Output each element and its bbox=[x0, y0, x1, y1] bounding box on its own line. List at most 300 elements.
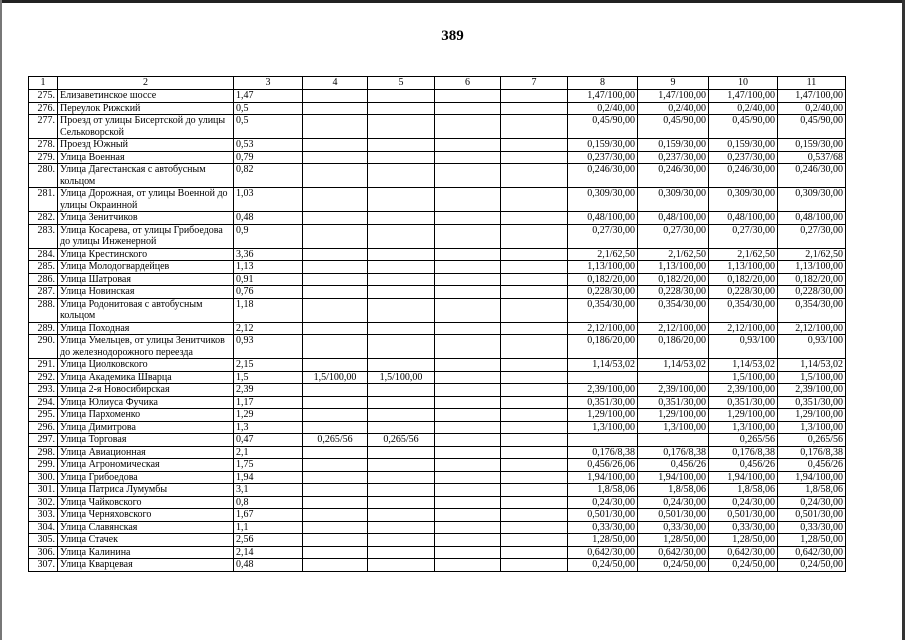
street-name: Улица Авиационная bbox=[58, 446, 234, 459]
col8-value: 0,501/30,00 bbox=[568, 509, 638, 522]
street-name: Улица Косарева, от улицы Грибоедова до улицы Инженерной bbox=[58, 224, 234, 248]
table-row bbox=[29, 286, 846, 299]
table-row bbox=[29, 459, 846, 472]
col10-value: 0,2/40,00 bbox=[709, 102, 778, 115]
row-number: 278. bbox=[29, 139, 58, 152]
col4-value bbox=[303, 322, 368, 335]
col10-value: 0,24/30,00 bbox=[709, 496, 778, 509]
col11-value: 1,5/100,00 bbox=[778, 371, 846, 384]
col7-value bbox=[501, 384, 568, 397]
col10-value: 0,24/50,00 bbox=[709, 559, 778, 572]
col5-value bbox=[368, 471, 435, 484]
col7-value bbox=[501, 546, 568, 559]
street-name: Улица Новинская bbox=[58, 286, 234, 299]
col11-value: 0,182/20,00 bbox=[778, 273, 846, 286]
col6-value bbox=[435, 371, 501, 384]
col7-value bbox=[501, 298, 568, 322]
table-row bbox=[29, 90, 846, 103]
col6-value bbox=[435, 164, 501, 188]
col11-value: 0,27/30,00 bbox=[778, 224, 846, 248]
col7-value bbox=[501, 496, 568, 509]
col9-value: 0,24/50,00 bbox=[638, 559, 709, 572]
column-header: 4 bbox=[303, 77, 368, 90]
col4-value bbox=[303, 139, 368, 152]
row-number: 284. bbox=[29, 248, 58, 261]
length-value: 0,76 bbox=[234, 286, 303, 299]
table-row bbox=[29, 212, 846, 225]
street-name: Улица Агрономическая bbox=[58, 459, 234, 472]
col5-value bbox=[368, 90, 435, 103]
col6-value bbox=[435, 496, 501, 509]
column-header: 7 bbox=[501, 77, 568, 90]
col9-value: 0,48/100,00 bbox=[638, 212, 709, 225]
length-value: 0,93 bbox=[234, 335, 303, 359]
col9-value: 0,354/30,00 bbox=[638, 298, 709, 322]
col7-value bbox=[501, 534, 568, 547]
length-value: 0,9 bbox=[234, 224, 303, 248]
col8-value: 0,237/30,00 bbox=[568, 151, 638, 164]
col5-value bbox=[368, 139, 435, 152]
row-number: 289. bbox=[29, 322, 58, 335]
length-value: 1,1 bbox=[234, 521, 303, 534]
col9-value: 0,27/30,00 bbox=[638, 224, 709, 248]
col11-value: 0,537/68 bbox=[778, 151, 846, 164]
street-name: Переулок Рижский bbox=[58, 102, 234, 115]
street-name: Улица Военная bbox=[58, 151, 234, 164]
table-row bbox=[29, 484, 846, 497]
col8-value: 0,228/30,00 bbox=[568, 286, 638, 299]
row-number: 279. bbox=[29, 151, 58, 164]
col11-value: 1,28/50,00 bbox=[778, 534, 846, 547]
street-name: Улица Молодогвардейцев bbox=[58, 261, 234, 274]
scan-edge-top bbox=[0, 0, 905, 3]
col6-value bbox=[435, 261, 501, 274]
col6-value bbox=[435, 434, 501, 447]
col6-value bbox=[435, 102, 501, 115]
col9-value: 0,237/30,00 bbox=[638, 151, 709, 164]
col10-value: 0,48/100,00 bbox=[709, 212, 778, 225]
col10-value: 1,14/53,02 bbox=[709, 359, 778, 372]
row-number: 297. bbox=[29, 434, 58, 447]
col8-value: 0,351/30,00 bbox=[568, 396, 638, 409]
length-value: 3,1 bbox=[234, 484, 303, 497]
col8-value bbox=[568, 434, 638, 447]
col9-value: 0,182/20,00 bbox=[638, 273, 709, 286]
col6-value bbox=[435, 534, 501, 547]
col7-value bbox=[501, 459, 568, 472]
table-row bbox=[29, 188, 846, 212]
street-name: Улица Пархоменко bbox=[58, 409, 234, 422]
col8-value: 0,48/100,00 bbox=[568, 212, 638, 225]
col9-value: 1,13/100,00 bbox=[638, 261, 709, 274]
col11-value: 1,8/58,06 bbox=[778, 484, 846, 497]
col11-value: 0,354/30,00 bbox=[778, 298, 846, 322]
street-name: Улица Патриса Лумумбы bbox=[58, 484, 234, 497]
col10-value: 0,354/30,00 bbox=[709, 298, 778, 322]
col11-value: 2,39/100,00 bbox=[778, 384, 846, 397]
col5-value bbox=[368, 151, 435, 164]
table-row bbox=[29, 446, 846, 459]
col5-value bbox=[368, 496, 435, 509]
street-name: Улица Умельцев, от улицы Зенитчиков до железнодорожного переезда bbox=[58, 335, 234, 359]
col4-value bbox=[303, 248, 368, 261]
col5-value bbox=[368, 273, 435, 286]
col10-value: 1,3/100,00 bbox=[709, 421, 778, 434]
col10-value: 1,28/50,00 bbox=[709, 534, 778, 547]
table-row bbox=[29, 384, 846, 397]
col10-value: 0,642/30,00 bbox=[709, 546, 778, 559]
row-number: 280. bbox=[29, 164, 58, 188]
column-header: 3 bbox=[234, 77, 303, 90]
col10-value: 1,13/100,00 bbox=[709, 261, 778, 274]
col7-value bbox=[501, 151, 568, 164]
col7-value bbox=[501, 164, 568, 188]
col6-value bbox=[435, 139, 501, 152]
row-number: 283. bbox=[29, 224, 58, 248]
col9-value: 0,246/30,00 bbox=[638, 164, 709, 188]
table-row bbox=[29, 261, 846, 274]
col8-value: 0,24/30,00 bbox=[568, 496, 638, 509]
col9-value bbox=[638, 434, 709, 447]
street-name: Улица Димитрова bbox=[58, 421, 234, 434]
street-name: Улица Шатровая bbox=[58, 273, 234, 286]
col7-value bbox=[501, 409, 568, 422]
col7-value bbox=[501, 421, 568, 434]
row-number: 276. bbox=[29, 102, 58, 115]
row-number: 293. bbox=[29, 384, 58, 397]
scan-edge-left bbox=[0, 0, 2, 640]
row-number: 294. bbox=[29, 396, 58, 409]
col5-value bbox=[368, 286, 435, 299]
col4-value bbox=[303, 409, 368, 422]
page-number: 389 bbox=[441, 28, 464, 44]
col8-value: 0,642/30,00 bbox=[568, 546, 638, 559]
col4-value bbox=[303, 115, 368, 139]
col8-value: 0,24/50,00 bbox=[568, 559, 638, 572]
col9-value: 1,94/100,00 bbox=[638, 471, 709, 484]
col7-value bbox=[501, 286, 568, 299]
col5-value bbox=[368, 484, 435, 497]
street-name: Елизаветинское шоссе bbox=[58, 90, 234, 103]
col5-value bbox=[368, 384, 435, 397]
col4-value bbox=[303, 261, 368, 274]
col10-value: 0,159/30,00 bbox=[709, 139, 778, 152]
col4-value: 0,265/56 bbox=[303, 434, 368, 447]
col5-value bbox=[368, 521, 435, 534]
column-header: 11 bbox=[778, 77, 846, 90]
row-number: 301. bbox=[29, 484, 58, 497]
col4-value bbox=[303, 484, 368, 497]
col6-value bbox=[435, 115, 501, 139]
col5-value bbox=[368, 164, 435, 188]
table-row bbox=[29, 248, 846, 261]
col9-value: 0,228/30,00 bbox=[638, 286, 709, 299]
row-number: 299. bbox=[29, 459, 58, 472]
row-number: 307. bbox=[29, 559, 58, 572]
col4-value bbox=[303, 546, 368, 559]
street-name: Улица Юлиуса Фучика bbox=[58, 396, 234, 409]
col9-value: 1,28/50,00 bbox=[638, 534, 709, 547]
col10-value: 0,33/30,00 bbox=[709, 521, 778, 534]
col7-value bbox=[501, 335, 568, 359]
street-name: Улица Славянская bbox=[58, 521, 234, 534]
col11-value: 0,351/30,00 bbox=[778, 396, 846, 409]
length-value: 1,3 bbox=[234, 421, 303, 434]
col7-value bbox=[501, 359, 568, 372]
col9-value: 1,8/58,06 bbox=[638, 484, 709, 497]
col5-value bbox=[368, 396, 435, 409]
col11-value: 1,94/100,00 bbox=[778, 471, 846, 484]
column-header: 1 bbox=[29, 77, 58, 90]
col11-value: 0,45/90,00 bbox=[778, 115, 846, 139]
col4-value bbox=[303, 335, 368, 359]
col8-value: 2,1/62,50 bbox=[568, 248, 638, 261]
table-row bbox=[29, 546, 846, 559]
col5-value bbox=[368, 102, 435, 115]
col4-value: 1,5/100,00 bbox=[303, 371, 368, 384]
col11-value: 0,2/40,00 bbox=[778, 102, 846, 115]
table-row bbox=[29, 371, 846, 384]
col7-value bbox=[501, 322, 568, 335]
col6-value bbox=[435, 471, 501, 484]
length-value: 0,53 bbox=[234, 139, 303, 152]
length-value: 2,12 bbox=[234, 322, 303, 335]
col6-value bbox=[435, 484, 501, 497]
col9-value: 1,14/53,02 bbox=[638, 359, 709, 372]
length-value: 1,67 bbox=[234, 509, 303, 522]
col7-value bbox=[501, 434, 568, 447]
col4-value bbox=[303, 384, 368, 397]
col9-value: 0,45/90,00 bbox=[638, 115, 709, 139]
col11-value: 1,14/53,02 bbox=[778, 359, 846, 372]
col8-value: 0,159/30,00 bbox=[568, 139, 638, 152]
col8-value bbox=[568, 371, 638, 384]
col8-value: 1,3/100,00 bbox=[568, 421, 638, 434]
row-number: 292. bbox=[29, 371, 58, 384]
length-value: 0,79 bbox=[234, 151, 303, 164]
length-value: 0,5 bbox=[234, 115, 303, 139]
col8-value: 1,14/53,02 bbox=[568, 359, 638, 372]
col5-value bbox=[368, 359, 435, 372]
col4-value bbox=[303, 421, 368, 434]
row-number: 285. bbox=[29, 261, 58, 274]
col9-value: 1,47/100,00 bbox=[638, 90, 709, 103]
col11-value: 2,12/100,00 bbox=[778, 322, 846, 335]
col4-value bbox=[303, 286, 368, 299]
col8-value: 0,354/30,00 bbox=[568, 298, 638, 322]
col6-value bbox=[435, 384, 501, 397]
row-number: 286. bbox=[29, 273, 58, 286]
length-value: 1,18 bbox=[234, 298, 303, 322]
col6-value bbox=[435, 446, 501, 459]
row-number: 288. bbox=[29, 298, 58, 322]
col6-value bbox=[435, 521, 501, 534]
col7-value bbox=[501, 446, 568, 459]
col7-value bbox=[501, 224, 568, 248]
col4-value bbox=[303, 496, 368, 509]
col11-value: 0,265/56 bbox=[778, 434, 846, 447]
col7-value bbox=[501, 261, 568, 274]
col6-value bbox=[435, 298, 501, 322]
col5-value: 1,5/100,00 bbox=[368, 371, 435, 384]
col8-value: 0,186/20,00 bbox=[568, 335, 638, 359]
col5-value bbox=[368, 261, 435, 274]
col7-value bbox=[501, 102, 568, 115]
col4-value bbox=[303, 224, 368, 248]
col6-value bbox=[435, 335, 501, 359]
col9-value: 1,29/100,00 bbox=[638, 409, 709, 422]
table-row bbox=[29, 496, 846, 509]
col9-value: 0,501/30,00 bbox=[638, 509, 709, 522]
table-row bbox=[29, 102, 846, 115]
length-value: 0,82 bbox=[234, 164, 303, 188]
col4-value bbox=[303, 534, 368, 547]
column-header: 2 bbox=[58, 77, 234, 90]
street-name: Улица Торговая bbox=[58, 434, 234, 447]
row-number: 291. bbox=[29, 359, 58, 372]
col4-value bbox=[303, 212, 368, 225]
row-number: 302. bbox=[29, 496, 58, 509]
col7-value bbox=[501, 521, 568, 534]
table-row bbox=[29, 335, 846, 359]
table-row bbox=[29, 359, 846, 372]
col6-value bbox=[435, 273, 501, 286]
col10-value: 0,27/30,00 bbox=[709, 224, 778, 248]
table-row bbox=[29, 115, 846, 139]
row-number: 304. bbox=[29, 521, 58, 534]
street-name: Улица Дорожная, от улицы Военной до улицы Окраинной bbox=[58, 188, 234, 212]
col6-value bbox=[435, 546, 501, 559]
row-number: 287. bbox=[29, 286, 58, 299]
street-name: Проезд от улицы Бисертской до улицы Сельковорской bbox=[58, 115, 234, 139]
street-name: Улица Зенитчиков bbox=[58, 212, 234, 225]
col9-value: 0,456/26 bbox=[638, 459, 709, 472]
col4-value bbox=[303, 446, 368, 459]
col10-value: 1,8/58,06 bbox=[709, 484, 778, 497]
col4-value bbox=[303, 396, 368, 409]
street-name: Улица 2-я Новосибирская bbox=[58, 384, 234, 397]
column-header: 6 bbox=[435, 77, 501, 90]
col11-value: 0,456/26 bbox=[778, 459, 846, 472]
row-number: 277. bbox=[29, 115, 58, 139]
col4-value bbox=[303, 298, 368, 322]
col11-value: 0,246/30,00 bbox=[778, 164, 846, 188]
col5-value: 0,265/56 bbox=[368, 434, 435, 447]
col4-value bbox=[303, 509, 368, 522]
col7-value bbox=[501, 273, 568, 286]
col11-value: 0,24/50,00 bbox=[778, 559, 846, 572]
table-row bbox=[29, 559, 846, 572]
col10-value: 1,5/100,00 bbox=[709, 371, 778, 384]
col7-value bbox=[501, 559, 568, 572]
col6-value bbox=[435, 409, 501, 422]
col9-value: 2,12/100,00 bbox=[638, 322, 709, 335]
street-name: Улица Крестинского bbox=[58, 248, 234, 261]
col11-value: 1,13/100,00 bbox=[778, 261, 846, 274]
col5-value bbox=[368, 559, 435, 572]
col10-value: 0,176/8,38 bbox=[709, 446, 778, 459]
length-value: 2,1 bbox=[234, 446, 303, 459]
col7-value bbox=[501, 212, 568, 225]
row-number: 282. bbox=[29, 212, 58, 225]
col8-value: 1,47/100,00 bbox=[568, 90, 638, 103]
col5-value bbox=[368, 509, 435, 522]
length-value: 2,14 bbox=[234, 546, 303, 559]
col5-value bbox=[368, 409, 435, 422]
col7-value bbox=[501, 90, 568, 103]
length-value: 0,91 bbox=[234, 273, 303, 286]
length-value: 1,29 bbox=[234, 409, 303, 422]
col9-value: 2,1/62,50 bbox=[638, 248, 709, 261]
col5-value bbox=[368, 534, 435, 547]
length-value: 1,03 bbox=[234, 188, 303, 212]
street-name: Улица Циолковского bbox=[58, 359, 234, 372]
table-body bbox=[29, 77, 846, 572]
col8-value: 1,28/50,00 bbox=[568, 534, 638, 547]
col10-value: 1,47/100,00 bbox=[709, 90, 778, 103]
length-value: 0,47 bbox=[234, 434, 303, 447]
col9-value: 0,159/30,00 bbox=[638, 139, 709, 152]
street-name: Улица Калинина bbox=[58, 546, 234, 559]
col10-value: 0,309/30,00 bbox=[709, 188, 778, 212]
col5-value bbox=[368, 115, 435, 139]
column-header: 8 bbox=[568, 77, 638, 90]
col7-value bbox=[501, 248, 568, 261]
col10-value: 0,228/30,00 bbox=[709, 286, 778, 299]
col8-value: 0,182/20,00 bbox=[568, 273, 638, 286]
col10-value: 1,29/100,00 bbox=[709, 409, 778, 422]
col10-value: 0,456/26 bbox=[709, 459, 778, 472]
col5-value bbox=[368, 546, 435, 559]
table-row bbox=[29, 164, 846, 188]
col4-value bbox=[303, 90, 368, 103]
col6-value bbox=[435, 421, 501, 434]
col8-value: 1,29/100,00 bbox=[568, 409, 638, 422]
street-name: Проезд Южный bbox=[58, 139, 234, 152]
col8-value: 0,246/30,00 bbox=[568, 164, 638, 188]
col11-value: 1,47/100,00 bbox=[778, 90, 846, 103]
street-name: Улица Кварцевая bbox=[58, 559, 234, 572]
row-number: 303. bbox=[29, 509, 58, 522]
col8-value: 0,309/30,00 bbox=[568, 188, 638, 212]
length-value: 1,94 bbox=[234, 471, 303, 484]
length-value: 0,8 bbox=[234, 496, 303, 509]
col6-value bbox=[435, 90, 501, 103]
table-row bbox=[29, 298, 846, 322]
col11-value: 0,501/30,00 bbox=[778, 509, 846, 522]
row-number: 281. bbox=[29, 188, 58, 212]
col4-value bbox=[303, 521, 368, 534]
roads-table bbox=[28, 76, 846, 572]
row-number: 275. bbox=[29, 90, 58, 103]
table-row bbox=[29, 421, 846, 434]
col4-value bbox=[303, 164, 368, 188]
col7-value bbox=[501, 371, 568, 384]
col8-value: 0,27/30,00 bbox=[568, 224, 638, 248]
col8-value: 0,2/40,00 bbox=[568, 102, 638, 115]
col5-value bbox=[368, 335, 435, 359]
col7-value bbox=[501, 509, 568, 522]
row-number: 290. bbox=[29, 335, 58, 359]
row-number: 298. bbox=[29, 446, 58, 459]
col8-value: 0,456/26,06 bbox=[568, 459, 638, 472]
col9-value: 0,33/30,00 bbox=[638, 521, 709, 534]
length-value: 3,36 bbox=[234, 248, 303, 261]
column-header: 10 bbox=[709, 77, 778, 90]
col4-value bbox=[303, 459, 368, 472]
col4-value bbox=[303, 359, 368, 372]
col10-value: 0,45/90,00 bbox=[709, 115, 778, 139]
